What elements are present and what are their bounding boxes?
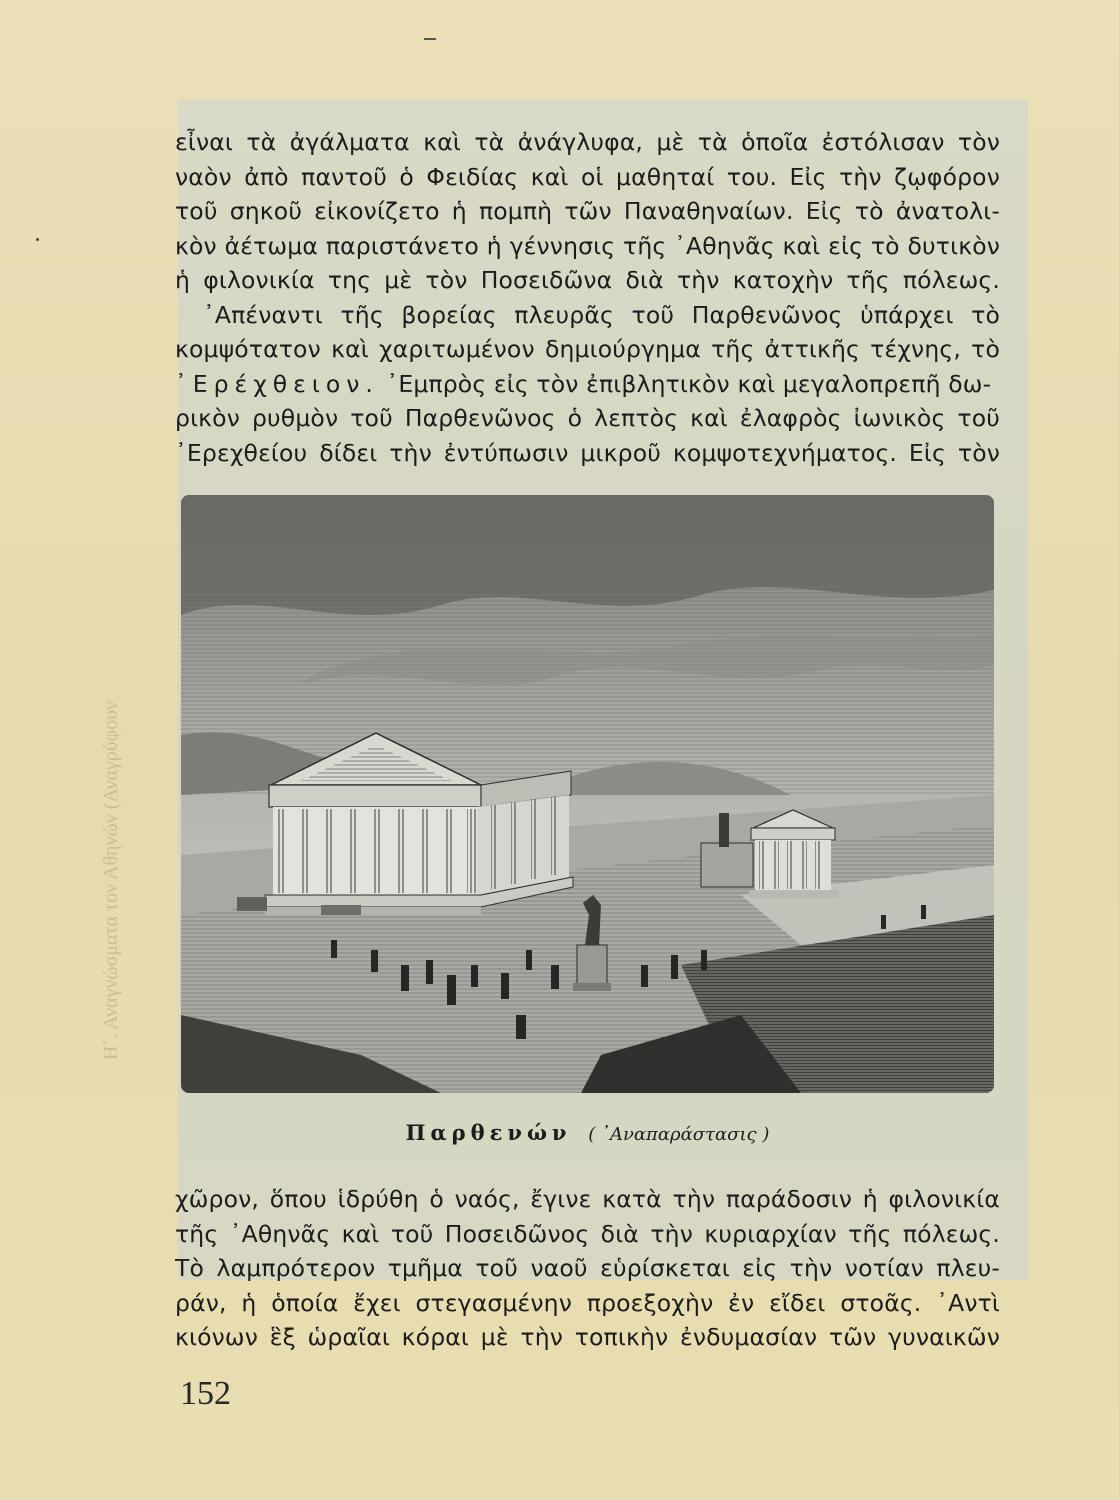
erechtheion-spaced-word: ᾿Ερέχθειον. (175, 369, 379, 398)
text-line: ράν, ἡ ὁποία ἔχει στεγασμένην προεξοχὴν ἐν εἴδει στοᾶς. ᾿Αντὶ (175, 1288, 1000, 1317)
text-line: ᾿Ερεχθείου δίδει τὴν ἐντύπωσιν μικροῦ κομψοτεχνήματος. Εἰς τὸν (175, 438, 1000, 467)
text-line: κὸν ἀέτωμα παριστάνετο ἡ γέννησις τῆς ᾿Αθηνᾶς καὶ εἰς τὸ δυτικὸν (175, 231, 1000, 260)
text-line-erechtheion (175, 367, 1000, 402)
bottom-paragraph (175, 1182, 1000, 1355)
margin-mark (424, 38, 436, 40)
text-line: ἡ φιλονικία της μὲ τὸν Ποσειδῶνα διὰ τὴν κατοχὴν τῆς πόλεως. (175, 266, 1000, 294)
text-line: τῆς ᾿Αθηνᾶς καὶ τοῦ Ποσειδῶνος διὰ τὴν κυριαρχίαν τῆς πόλεως. (175, 1219, 1000, 1248)
text-line: κιόνων ἓξ ὡραῖαι κόραι μὲ τὴν τοπικὴν ἐνδυμασίαν τῶν γυναικῶν (175, 1323, 1000, 1351)
margin-dot (36, 238, 39, 241)
text-line: τοῦ σηκοῦ εἰκονίζετο ἡ πομπὴ τῶν Παναθηναίων. Εἰς τὸ ἀνατολι- (175, 197, 1000, 225)
text-line: ναὸν ἀπὸ παντοῦ ὁ Φειδίας καὶ οἱ μαθηταί του. Εἰς τὴν ζῳφόρον (175, 162, 1000, 191)
caption-title: Παρθενών (405, 1120, 572, 1145)
text-line: κομψότατον καὶ χαριτωμένον δημιούργημα τῆς ἀττικῆς τέχνης, τὸ (175, 335, 1000, 363)
text-line-rest: ᾿Εμπρὸς εἰς τὸν ἐπιβλητικὸν καὶ μεγαλοπρεπῆ δω- (378, 369, 992, 398)
erechtheion-building (701, 810, 839, 898)
engraving-illustration (181, 495, 994, 1093)
page-number: 152 (180, 1375, 231, 1412)
text-line: ᾿Απέναντι τῆς βορείας πλευρᾶς τοῦ Παρθενῶνος ὑπάρχει τὸ (203, 300, 1000, 329)
parthenon-engraving (181, 495, 994, 1093)
caption-subtitle: ( ᾿Αναπαράστασις ) (588, 1124, 770, 1145)
text-line: Τὸ λαμπρότερον τμῆμα τοῦ ναοῦ εὑρίσκεται εἰς τὴν νοτίαν πλευ- (175, 1254, 1000, 1282)
bleed-through-text: Η΄. Αναγνώσματα τον Αθηνών (Αναγρύφουν (100, 700, 122, 1060)
text-line: χῶρον, ὅπου ἱδρύθη ὁ ναός, ἔγινε κατὰ τὴν παράδοσιν ἡ φιλονικία (175, 1185, 1000, 1213)
text-line: ρικὸν ρυθμὸν τοῦ Παρθενῶνος ὁ λεπτὸς καὶ ἐλαφρὸς ἰωνικὸς τοῦ (175, 404, 1000, 432)
figure-caption (181, 1120, 994, 1145)
text-line: εἶναι τὰ ἀγάλματα καὶ τὰ ἀνάγλυφα, μὲ τὰ ὁποῖα ἐστόλισαν τὸν (175, 128, 1000, 156)
top-paragraph (175, 125, 1000, 470)
